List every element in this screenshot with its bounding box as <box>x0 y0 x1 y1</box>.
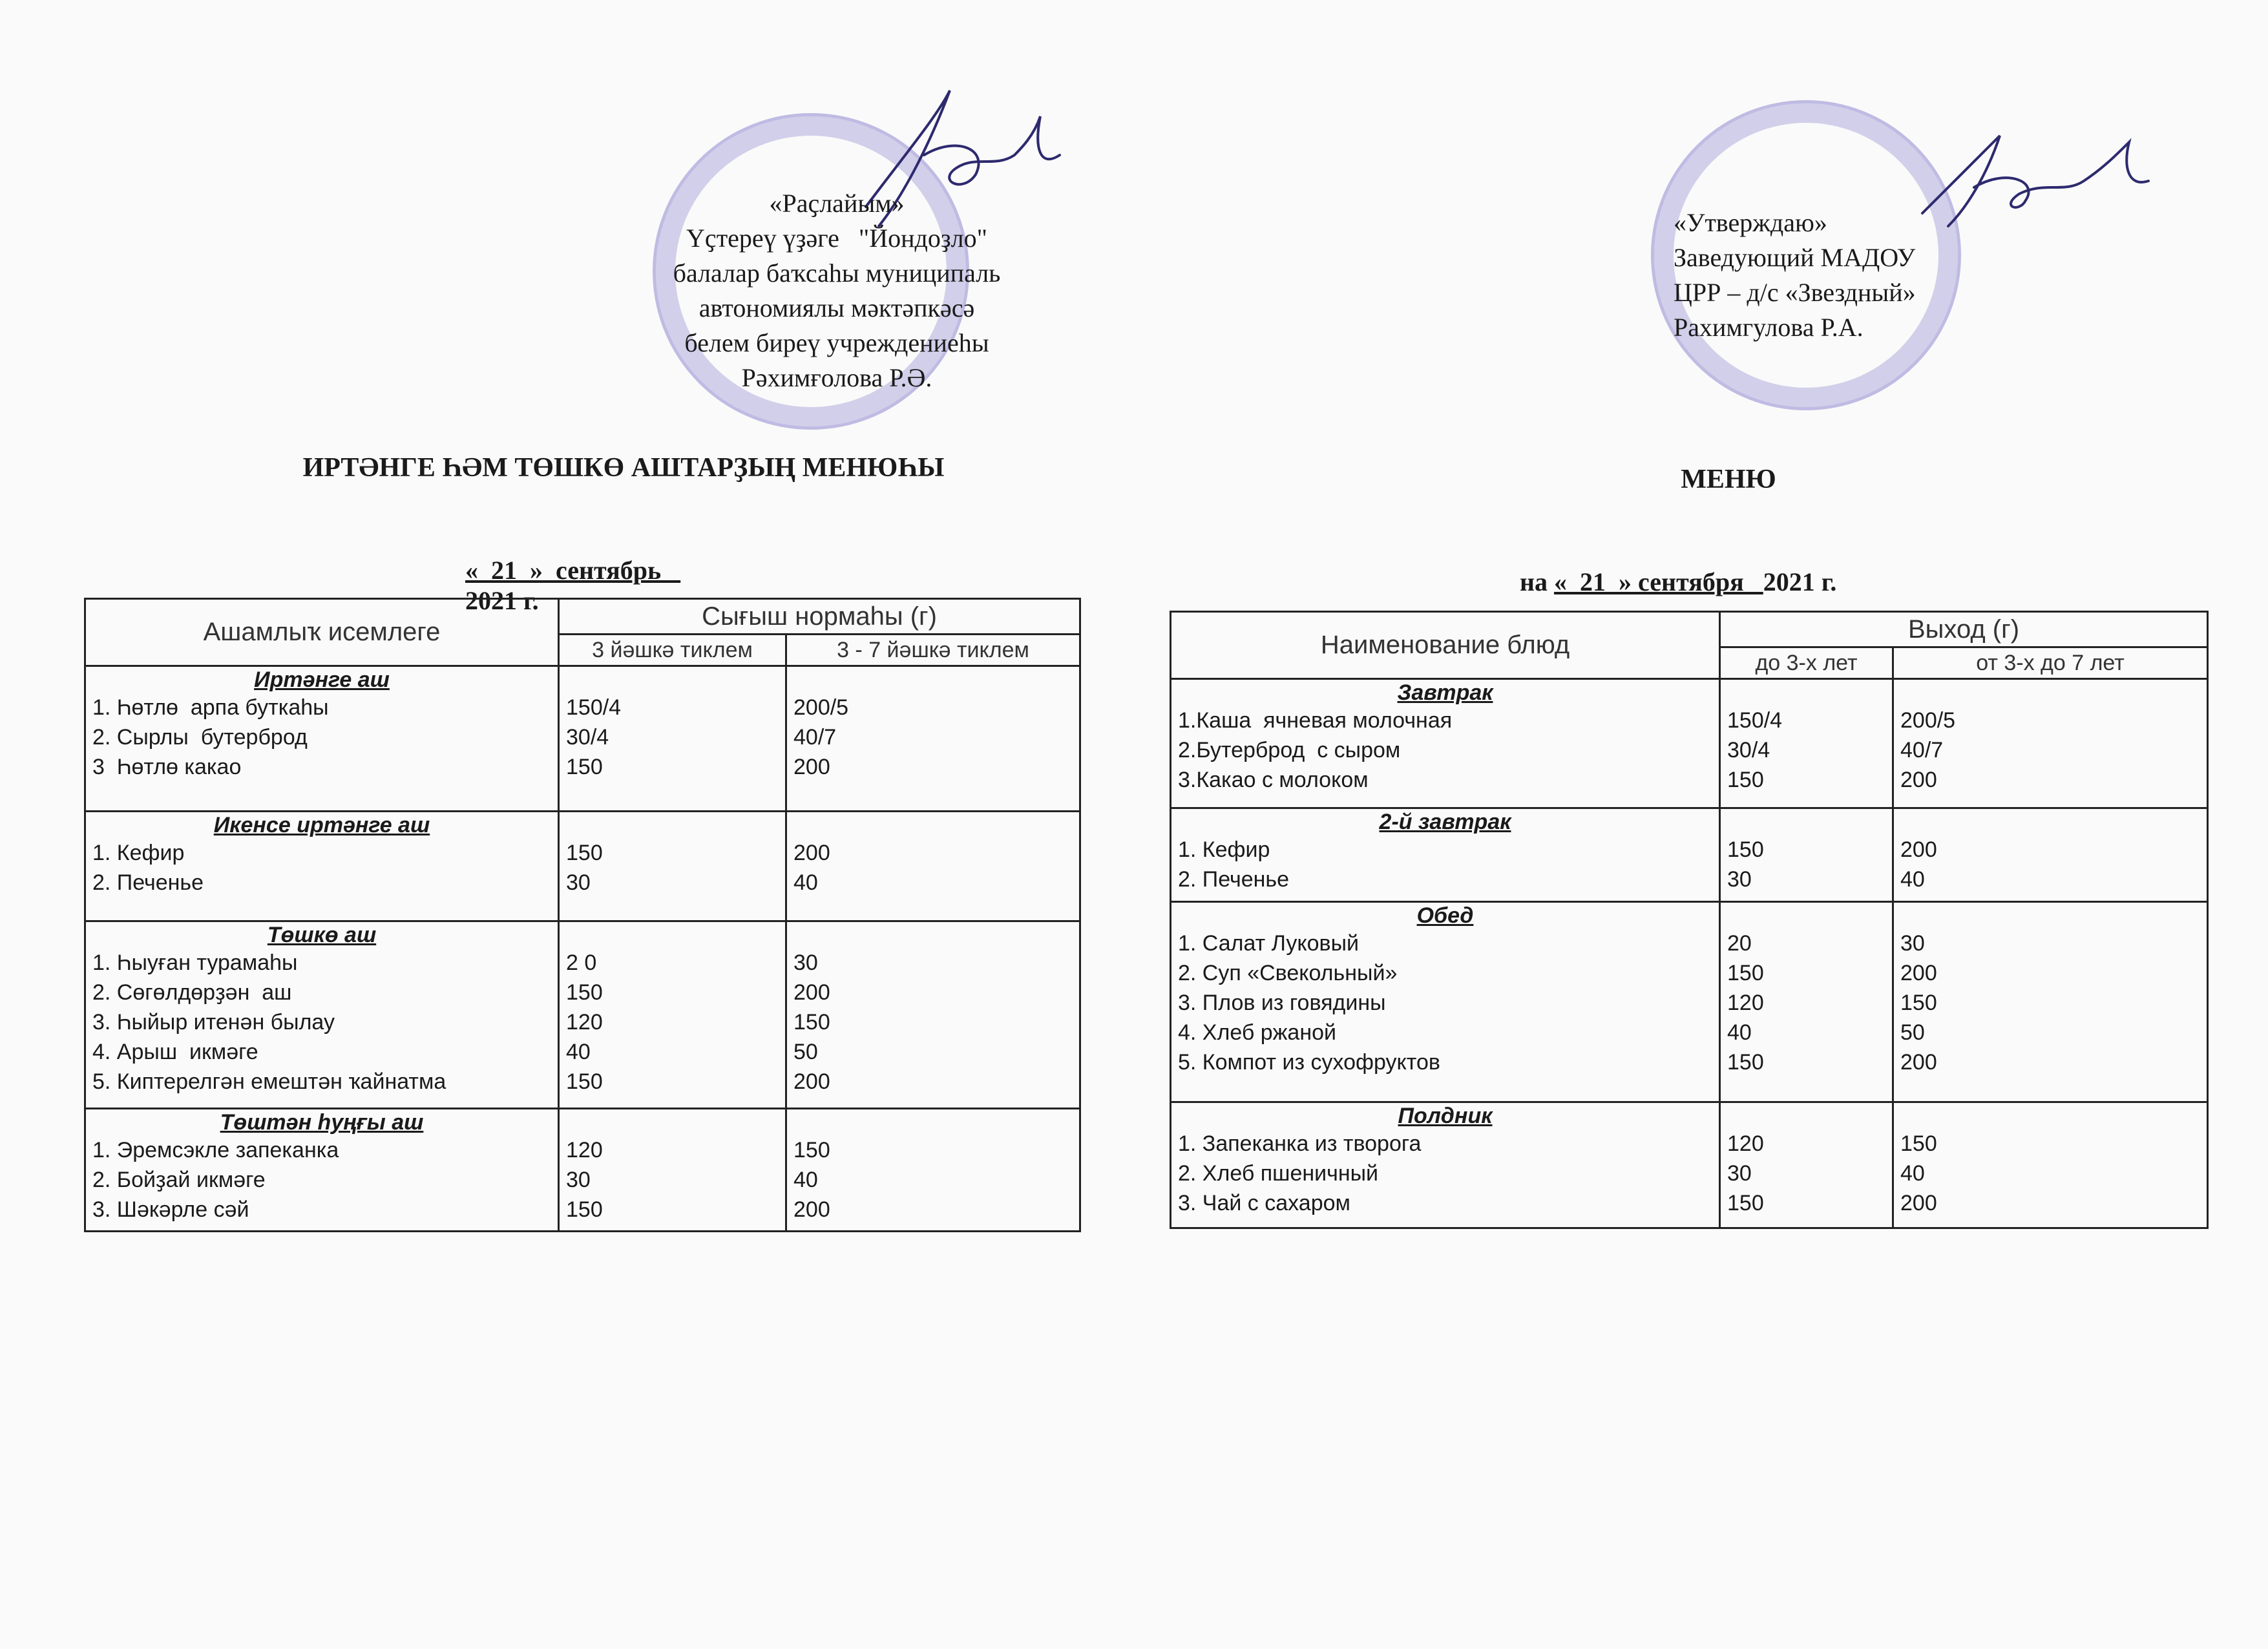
portion-value: 150 <box>1727 837 1764 862</box>
age-1-values <box>1720 679 1893 808</box>
dish-item: 1.Каша ячневая молочная <box>1178 708 1453 733</box>
meal-title: Төшкө аш <box>267 923 377 947</box>
meal-title: Төштән һуңғы аш <box>220 1110 424 1135</box>
meal-cell <box>1171 808 1720 902</box>
meal-row <box>85 812 1080 921</box>
age-1-values <box>559 921 786 1109</box>
date-prefix: на <box>1520 567 1555 596</box>
portion-value: 40 <box>793 1168 818 1192</box>
portion-value: 50 <box>1900 1020 1925 1045</box>
meal-row <box>1171 1102 2208 1228</box>
portion-value: 20 <box>1727 931 1752 956</box>
portion-value: 150 <box>793 1010 830 1035</box>
portion-value: 200 <box>1900 1050 1937 1075</box>
age-1-values <box>1720 808 1893 902</box>
portion-value: 30 <box>793 951 818 975</box>
meal-title: Иртәнге аш <box>254 667 390 692</box>
col-header-output: Сығыш нормаһы (г) <box>559 599 1080 635</box>
meal-row <box>85 921 1080 1109</box>
portion-value: 2 0 <box>566 951 597 975</box>
portion-value: 150 <box>566 755 603 779</box>
portion-value: 200 <box>1900 837 1937 862</box>
meal-row <box>1171 808 2208 902</box>
portion-value: 150/4 <box>566 695 622 720</box>
portion-value: 200 <box>1900 1191 1937 1215</box>
age-1-values <box>559 1109 786 1232</box>
meal-title: Полдник <box>1398 1104 1493 1128</box>
approval-line: Заведующий МАДОУ <box>1674 243 1916 272</box>
meal-cell <box>1171 679 1720 808</box>
dish-item: 3. Плов из говядины <box>1178 991 1386 1015</box>
portion-value: 30 <box>1900 931 1925 956</box>
meal-cell <box>85 666 559 812</box>
age-2-values <box>786 1109 1080 1232</box>
dish-item: 2. Хлеб пшеничный <box>1178 1161 1379 1186</box>
portion-value: 30 <box>1727 1161 1752 1186</box>
menu-table <box>1170 611 2209 1229</box>
dish-item: 1. Кефир <box>92 841 185 865</box>
signature <box>1896 116 2168 246</box>
dish-item: 2. Сырлы бутерброд <box>92 725 308 750</box>
dish-item: 1. Һөтлө арпа буткаһы <box>92 695 329 720</box>
age-2-values <box>786 921 1080 1109</box>
dish-item: 5. Компот из сухофруктов <box>1178 1050 1440 1075</box>
portion-value: 150 <box>1727 768 1764 792</box>
approval-line: Рәхимғолова Р.Ә. <box>741 363 932 392</box>
approval-line: «Раҫлайым» <box>769 189 905 218</box>
portion-value: 50 <box>793 1040 818 1064</box>
age-1-values <box>1720 902 1893 1102</box>
meal-row <box>1171 902 2208 1102</box>
portion-value: 150 <box>566 1197 603 1222</box>
meal-cell <box>1171 1102 1720 1228</box>
portion-value: 150 <box>1900 1131 1937 1156</box>
portion-value: 40 <box>1900 867 1925 892</box>
dish-item: 1. Салат Луковый <box>1178 931 1360 956</box>
portion-value: 150 <box>1727 1191 1764 1215</box>
meal-cell <box>85 921 559 1109</box>
portion-value: 40/7 <box>793 725 837 750</box>
dish-item: 2. Сөгөлдөрҙән аш <box>92 980 292 1005</box>
portion-value: 150 <box>793 1138 830 1162</box>
date-day: « 21 » сентябрь <box>465 556 681 585</box>
dish-item: 2. Бойҙай икмәге <box>92 1168 266 1192</box>
portion-value: 40/7 <box>1900 738 1944 762</box>
meal-cell <box>1171 902 1720 1102</box>
age-2-values <box>1893 902 2208 1102</box>
col-header-age-2: 3 - 7 йәшкә тиклем <box>786 635 1080 666</box>
menu-table <box>84 598 1081 1232</box>
dish-item: 3. Шәкәрле сәй <box>92 1197 249 1222</box>
portion-value: 150 <box>566 1069 603 1094</box>
age-2-values <box>1893 808 2208 902</box>
meal-cell <box>85 1109 559 1232</box>
portion-value: 120 <box>1727 1131 1764 1156</box>
portion-value: 200 <box>793 1197 830 1222</box>
portion-value: 200 <box>793 841 830 865</box>
dish-item: 1. Кефир <box>1178 837 1270 862</box>
meal-title: Икенсе иртәнге аш <box>213 813 430 837</box>
col-header-age-1: 3 йәшкә тиклем <box>559 635 786 666</box>
age-1-values <box>1720 1102 1893 1228</box>
meal-title: 2-й завтрак <box>1379 810 1511 834</box>
col-header-dish: Ашамлыҡ исемлеге <box>85 599 559 666</box>
portion-value: 120 <box>566 1138 603 1162</box>
portion-value: 150 <box>566 980 603 1005</box>
portion-value: 200 <box>793 980 830 1005</box>
dish-item: 1. Һыуған турамаһы <box>92 951 298 975</box>
dish-item: 1. Запеканка из творога <box>1178 1131 1422 1156</box>
age-1-values <box>559 666 786 812</box>
dish-item: 5. Киптерелгән емештән ҡайнатма <box>92 1069 446 1094</box>
portion-value: 150 <box>1727 1050 1764 1075</box>
meal-title: Обед <box>1416 903 1474 928</box>
age-2-values <box>1893 1102 2208 1228</box>
approval-line: белем биреү учреждениеһы <box>684 328 989 357</box>
dish-item: 2.Бутерброд с сыром <box>1178 738 1401 762</box>
portion-value: 200 <box>793 755 830 779</box>
portion-value: 30/4 <box>1727 738 1770 762</box>
page-title: МЕНЮ <box>1681 465 1776 494</box>
approval-line: Рахимгулова Р.А. <box>1674 313 1864 342</box>
col-header-age-1: до 3-х лет <box>1720 647 1893 679</box>
portion-value: 200 <box>1900 768 1937 792</box>
col-header-output: Выход (г) <box>1720 612 2208 647</box>
portion-value: 200/5 <box>793 695 849 720</box>
meal-row <box>85 1109 1080 1232</box>
age-1-values <box>559 812 786 921</box>
portion-value: 40 <box>1727 1020 1752 1045</box>
date-day: « 21 » сентября <box>1554 567 1763 596</box>
portion-value: 150 <box>566 841 603 865</box>
right-menu-page <box>1134 0 2268 1649</box>
portion-value: 200 <box>793 1069 830 1094</box>
dish-item: 3.Какао с молоком <box>1178 768 1369 792</box>
meal-cell <box>85 812 559 921</box>
portion-value: 30 <box>1727 867 1752 892</box>
portion-value: 120 <box>1727 991 1764 1015</box>
date-year: 2021 г. <box>1763 567 1837 596</box>
approval-block <box>604 186 1069 395</box>
portion-value: 150 <box>1727 961 1764 985</box>
date-year: 2021 г. <box>465 586 539 615</box>
dish-item: 3. Чай с сахаром <box>1178 1191 1350 1215</box>
page-title: ИРТӘНГЕ ҺӘМ ТӨШКӨ АШТАРҘЫҢ МЕНЮҺЫ <box>302 453 945 483</box>
approval-block <box>1674 205 1916 345</box>
dish-item: 4. Арыш икмәге <box>92 1040 258 1064</box>
portion-value: 120 <box>566 1010 603 1035</box>
dish-item: 2. Печенье <box>92 870 204 895</box>
meal-row <box>1171 679 2208 808</box>
dish-item: 3. Һыйыр итенән былау <box>92 1010 335 1035</box>
age-2-values <box>786 812 1080 921</box>
meal-title: Завтрак <box>1397 680 1493 705</box>
portion-value: 40 <box>793 870 818 895</box>
approval-line: автономиялы мәктәпкәсә <box>698 293 975 322</box>
approval-line: ЦРР – д/с «Звездный» <box>1674 278 1916 307</box>
portion-value: 30/4 <box>566 725 609 750</box>
portion-value: 40 <box>1900 1161 1925 1186</box>
portion-value: 200/5 <box>1900 708 1956 733</box>
portion-value: 200 <box>1900 961 1937 985</box>
approval-line: «Утверждаю» <box>1674 208 1827 237</box>
portion-value: 150 <box>1900 991 1937 1015</box>
age-2-values <box>1893 679 2208 808</box>
meal-row <box>85 666 1080 812</box>
age-2-values <box>786 666 1080 812</box>
dish-item: 2. Суп «Свекольный» <box>1178 961 1398 985</box>
portion-value: 150/4 <box>1727 708 1783 733</box>
col-header-age-2: от 3-х до 7 лет <box>1893 647 2208 679</box>
dish-item: 4. Хлеб ржаной <box>1178 1020 1337 1045</box>
dish-item: 3 Һөтлө какао <box>92 755 242 779</box>
portion-value: 40 <box>566 1040 591 1064</box>
approval-line: балалар баҡсаһы муниципаль <box>673 258 1001 288</box>
dish-item: 2. Печенье <box>1178 867 1290 892</box>
col-header-dish: Наименование блюд <box>1171 612 1720 679</box>
dish-item: 1. Эремсэкле запеканка <box>92 1138 339 1162</box>
portion-value: 30 <box>566 1168 591 1192</box>
portion-value: 30 <box>566 870 591 895</box>
approval-line: Үҫтереү үҙәге "Йондоҙло" <box>686 224 987 253</box>
